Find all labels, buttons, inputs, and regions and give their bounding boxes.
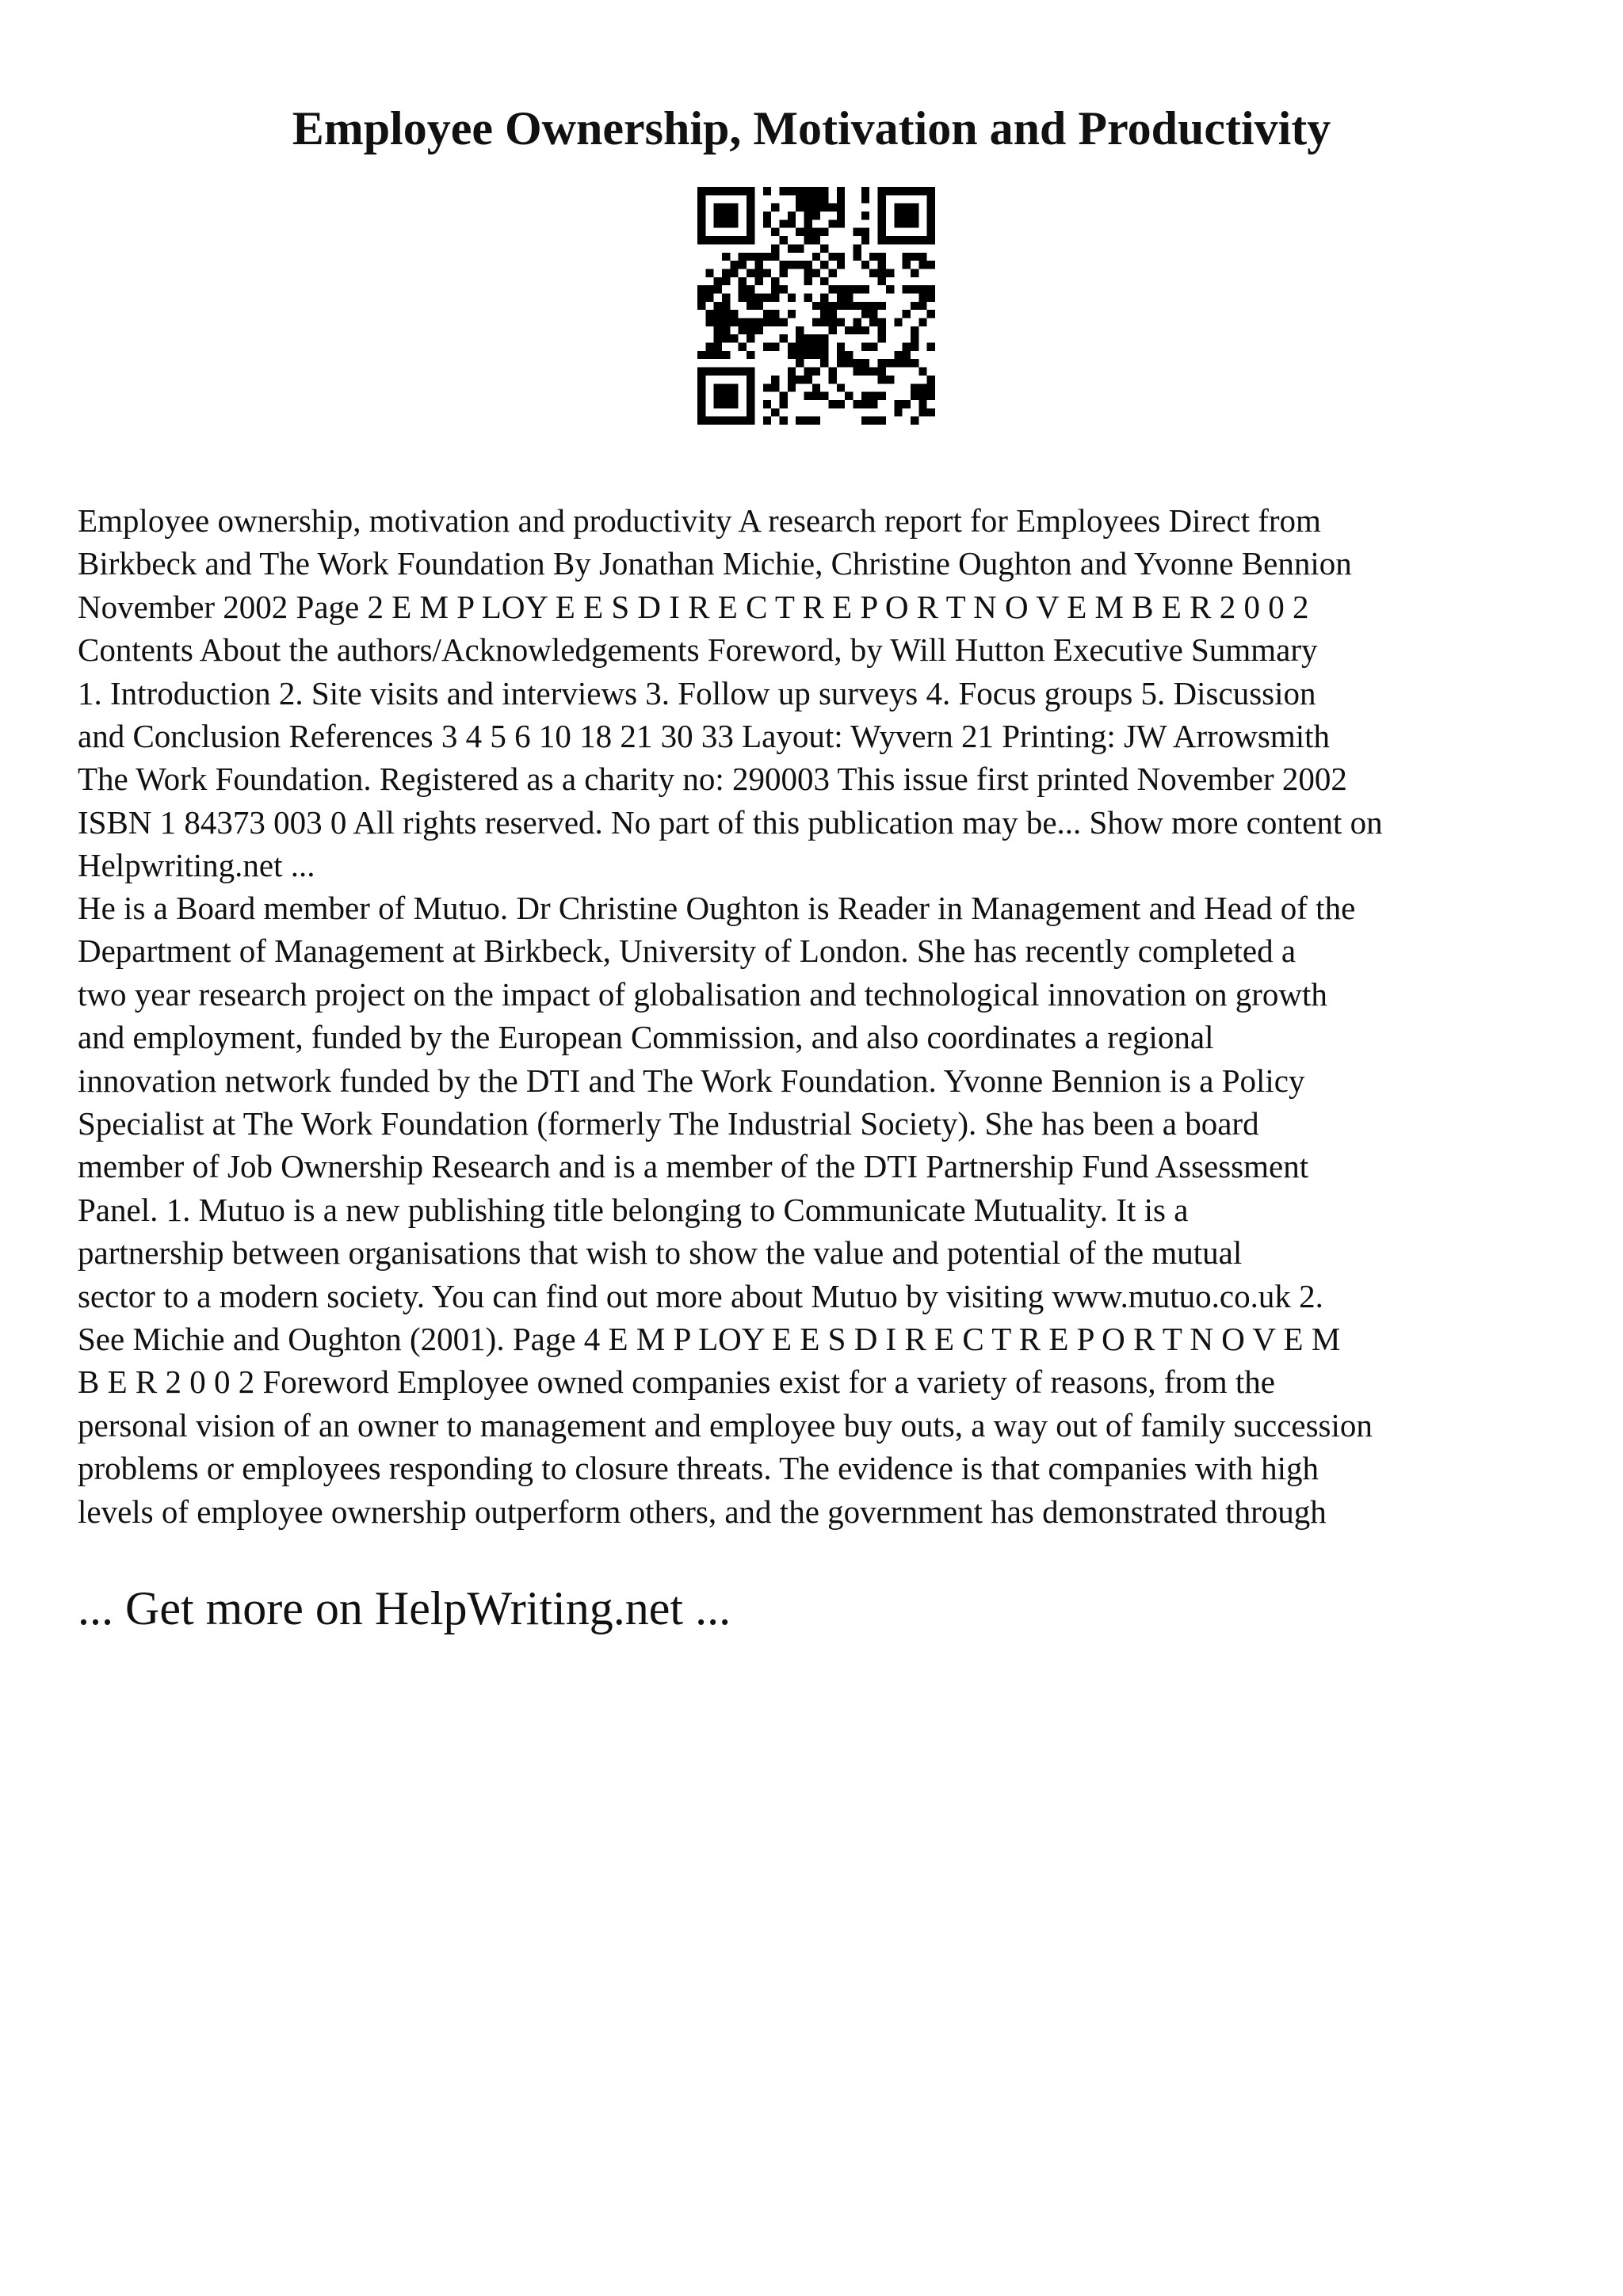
text-line: ISBN 1 84373 003 0 All rights reserved. No part of this publication may be... Show more content on <box>78 803 1383 841</box>
text-line: levels of employee ownership outperform others, and the government has demonstrated through <box>78 1493 1327 1530</box>
text-line: Panel. 1. Mutuo is a new publishing title belonging to Communicate Mutuality. It is a <box>78 1191 1189 1228</box>
text-line: sector to a modern society. You can find out more about Mutuo by visiting www.mutuo.co.uk 2. <box>78 1277 1323 1314</box>
text-line: The Work Foundation. Registered as a charity no: 290003 This issue first printed November 2002 <box>78 761 1347 798</box>
text-line: He is a Board member of Mutuo. Dr Christine Oughton is Reader in Management and Head of the <box>78 890 1356 926</box>
text-line: and employment, funded by the European Commission, and also coordinates a regional <box>78 1019 1214 1056</box>
text-line: Department of Management at Birkbeck, University of London. She has recently completed a <box>78 933 1296 970</box>
text-line: innovation network funded by the DTI and The Work Foundation. Yvonne Bennion is a Policy <box>78 1062 1305 1099</box>
text-line: Employee ownership, motivation and productivity A research report for Employees Direct from <box>78 502 1321 539</box>
paragraph-intro <box>78 499 1583 887</box>
text-line: partnership between organisations that wish to show the value and potential of the mutual <box>78 1234 1243 1272</box>
text-line: November 2002 Page 2 E M P LOY E E S D I R E C T R E P O R T N O V E M B E R 2 0 0 2 <box>78 588 1309 625</box>
text-line: 1. Introduction 2. Site visits and interviews 3. Follow up surveys 4. Focus groups 5. Discussion <box>78 674 1316 711</box>
document-title: Employee Ownership, Motivation and Productivity <box>292 102 1331 154</box>
qr-code-icon <box>697 187 935 425</box>
text-line: and Conclusion References 3 4 5 6 10 18 21 30 33 Layout: Wyvern 21 Printing: JW Arrowsmith <box>78 718 1331 755</box>
get-more-link[interactable]: ... Get more on HelpWriting.net ... <box>78 1582 731 1634</box>
text-line: Helpwriting.net ... <box>78 847 315 884</box>
text-line: two year research project on the impact of globalisation and technological innovation on growth <box>78 975 1327 1013</box>
paragraph-authors <box>78 887 1583 1533</box>
text-line: B E R 2 0 0 2 Foreword Employee owned companies exist for a variety of reasons, from the <box>78 1363 1275 1401</box>
text-line: See Michie and Oughton (2001). Page 4 E M P LOY E E S D I R E C T R E P O R T N O V E M <box>78 1321 1341 1358</box>
text-line: Birkbeck and The Work Foundation By Jonathan Michie, Christine Oughton and Yvonne Bennion <box>78 545 1352 582</box>
text-line: member of Job Ownership Research and is a member of the DTI Partnership Fund Assessment <box>78 1148 1309 1185</box>
text-line: problems or employees responding to closure threats. The evidence is that companies with high <box>78 1450 1319 1487</box>
text-line: Contents About the authors/Acknowledgements Foreword, by Will Hutton Executive Summary <box>78 631 1318 669</box>
text-line: personal vision of an owner to management and employee buy outs, a way out of family succession <box>78 1406 1373 1444</box>
text-line: Specialist at The Work Foundation (formerly The Industrial Society). She has been a board <box>78 1105 1259 1142</box>
